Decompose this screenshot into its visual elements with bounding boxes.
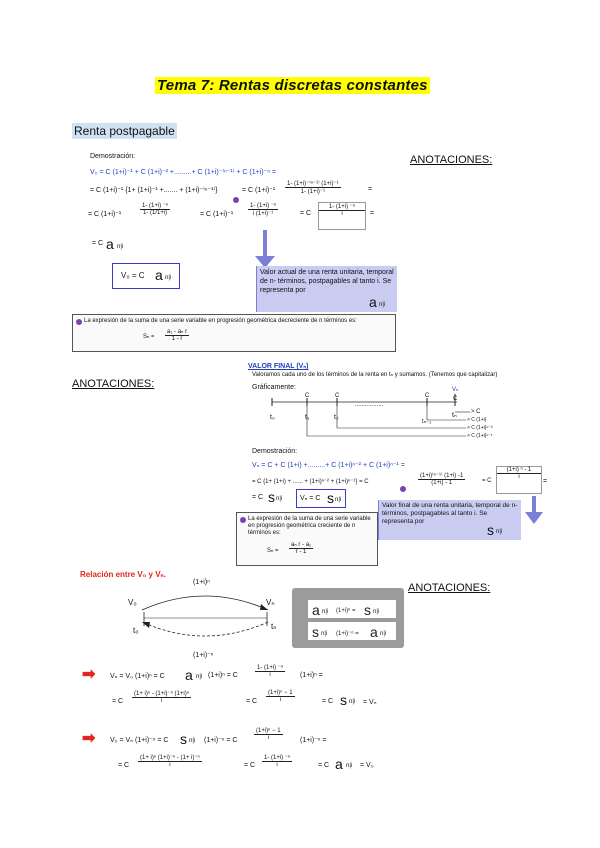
graph-label: Gráficamente: (252, 384, 296, 391)
va-line-3a: = C (1+i)⁻¹ (88, 211, 122, 218)
c-label-1: C (305, 393, 310, 399)
arrow-label-3: > C (1+i)ⁿ⁻² (467, 425, 493, 431)
annotations-label-2: ANOTACIONES: (72, 378, 155, 390)
boxed-va-formula: V₀ = C a n|i (112, 263, 180, 289)
vn-label: Vₙ (266, 598, 275, 607)
a-sub-1: n|i (117, 244, 124, 250)
arrow-label-2: > C (1+i) (467, 417, 487, 423)
row1-fraction-3: $\frac{\text{(1+i)ⁿ − 1}}{i}$ (268, 690, 293, 703)
callout-valor-actual: Valor actual de una renta unitaria, temporal de n- términos, postpagables al tanto i. Se representa por a n|i (256, 266, 397, 312)
note-geometric-increasing: La expresión de la suma de una serie variable en progresión geométrica creciente de n términos es: Sₙ = $\frac{\text{aₙ r - a₁}}{r - 1}$ (236, 512, 378, 566)
s-symbol-3: s (180, 731, 187, 747)
demo-label-2: Demostración: (252, 448, 298, 455)
t-label-0: t₀ (270, 414, 275, 421)
vf-fraction-1: $\frac{\text{(1+i)⁽ⁿ⁻¹⁾ (1+i) -1}}{(1+i) - 1}$ (420, 473, 464, 486)
va-line-3c: = C (300, 210, 312, 217)
s-symbol-1: s (268, 489, 275, 505)
row2-b: = C (118, 762, 130, 769)
row1-a-tail: (1+i)ⁿ = C (208, 672, 238, 679)
s-sub-1: n|i (276, 496, 283, 502)
row2-b-end: = C (318, 762, 330, 769)
va-fraction-3: $\frac{\text{1- (1+i) ⁻ⁿ}}{\text{i (1+i)⁻¹}}$ (250, 203, 277, 217)
a-symbol-1: a (106, 236, 114, 252)
s-sub-2: n|i (349, 699, 356, 705)
row1-fraction-2: $\frac{\text{(1+ i)ⁿ - (1+i)⁻ⁿ (1+i)ⁿ}}{i}$ (134, 691, 189, 704)
note-marker-1 (233, 197, 239, 203)
c-label-3: C (425, 393, 430, 399)
row1-b-eq: = C (246, 698, 258, 705)
relation-heading: Relación entre V₀ y Vₙ. (80, 570, 166, 579)
callout-arrow-2 (522, 496, 546, 526)
va-fraction-4: $\frac{\text{1- (1+i) ⁻ⁿ}}{i}$ (318, 202, 366, 230)
t-label-n: tₙ (452, 412, 457, 419)
boxed-vf-formula: Vₙ = C s n|i (296, 489, 346, 508)
row2-fraction-2: $\frac{\text{(1+ i)ⁿ (1+i)⁻ⁿ - (1+ i)⁻ⁿ}}{i}$ (140, 755, 200, 768)
row2-a-end: (1+i)⁻ⁿ = (300, 737, 327, 744)
va-fraction-1: $\frac{\text{1- (1+i)⁻⁽ⁿ⁻¹⁾ (1+i)⁻¹}}{\text{1- (1+i)⁻¹}}$ (287, 181, 339, 195)
c-label-dots: ................. (355, 402, 384, 408)
vf-fraction-2: $\frac{\text{(1+i) ⁿ - 1}}{i}$ (496, 466, 542, 494)
va-line-4: = C (92, 240, 104, 247)
va-line-3b: = C (1+i)⁻¹ (200, 211, 234, 218)
vf-line-3: = C (252, 494, 264, 501)
row1-b: = C (112, 698, 124, 705)
tn-label: tₙ (271, 622, 277, 631)
red-arrow-2: ➡ (82, 730, 96, 747)
vn-marker: Vₙ (452, 387, 459, 393)
t-label-n1: tₙ₋₁ (422, 419, 432, 425)
row2-a-tail: (1+i)⁻ⁿ = C (204, 737, 238, 744)
arrow-label-4: > C (1+i)ⁿ⁻¹ (467, 433, 493, 439)
timeline-graph (252, 384, 552, 452)
row2-a: V₀ = Vₙ (1+i)⁻ⁿ = C (110, 737, 169, 744)
row2-b-final: = V₀ (360, 762, 374, 769)
arrow-label-1: > C (471, 409, 481, 415)
relation-diagram (130, 588, 280, 648)
bottom-arrow-label: (1+i)⁻ⁿ (193, 652, 214, 659)
va-line-2a: = C (1+i)⁻¹ {1+ (1+i)⁻¹ +....... + (1+i)⁻⁽ⁿ⁻¹⁾} (90, 187, 218, 194)
annotations-label-1: ANOTACIONES: (410, 154, 493, 166)
va-line-2b: = C (1+i)⁻¹ (242, 187, 276, 194)
top-arrow-label: (1+i)ⁿ (193, 579, 210, 586)
c-label-4: C (453, 396, 458, 402)
red-arrow-1: ➡ (82, 666, 96, 683)
valor-final-intro: Valoramos cada uno de los términos de la renta en tₙ y sumamos. (Tenemos que capitalizar) (252, 372, 498, 378)
vf-line-2: = C {1+ (1+i) + ...... + (1+i)ⁿ⁻² + (1+i)ⁿ⁻¹} = C (252, 479, 369, 485)
t0-label: t₀ (133, 626, 139, 635)
row1-b-final: = Vₙ (363, 699, 377, 706)
annotations-label-3: ANOTACIONES: (408, 582, 491, 594)
v0-label: V₀ (128, 598, 137, 607)
row1-b-end: = C (322, 698, 334, 705)
note-marker-2 (400, 486, 406, 492)
t-label-2: t₂ (334, 414, 339, 421)
a-sub-3: n|i (346, 763, 353, 769)
vf-line-2-eq: = C (482, 478, 492, 484)
row2-b-eq: = C (244, 762, 256, 769)
a-sub-2: n|i (196, 674, 203, 680)
a-symbol-2: a (185, 667, 193, 683)
c-label-2: C (335, 393, 340, 399)
s-sub-3: n|i (189, 738, 196, 744)
row1-fraction-1: $\frac{\text{1- (1+i) ⁻ⁿ}}{i}$ (257, 665, 284, 678)
demo-label-1: Demostración: (90, 153, 136, 160)
s-symbol-2: s (340, 692, 347, 708)
row1-a: Vₙ = V₀ (1+i)ⁿ = C (110, 673, 165, 680)
note-geometric-decreasing: La expresión de la suma de una serie variable en progresión geométrica decreciente de n términos es: Sₙ = $\frac{\text{a₁ - aₙ r}}{1 - r}$ (72, 314, 396, 352)
page-title: Tema 7: Rentas discretas constantes (157, 77, 428, 94)
a-symbol-3: a (335, 756, 343, 772)
t-label-1: t₁ (305, 414, 310, 421)
va-fraction-2: $\frac{\text{1- (1+i) ⁻ⁿ}}{1- (1/1+i)}$ (142, 203, 169, 216)
callout-valor-final: Valor final de una renta unitaria, temporal de n- términos, postpagables al tanto i. Se representa por s n|i (378, 500, 521, 540)
row2-fraction-3: $\frac{\text{1- (1+i) ⁻ⁿ}}{i}$ (264, 755, 291, 768)
row1-a-end: (1+i)ⁿ = (300, 672, 323, 679)
vf-line-1: Vₙ = C + C (1+i) +.........+ C (1+i)ⁿ⁻² + C (1+i)ⁿ⁻¹ = (252, 462, 405, 469)
relation-summary-box: a n|i (1+i)ⁿ = s n|i s n|i (1+i)⁻ⁿ = a n|i (292, 588, 404, 648)
valor-final-heading: VALOR FINAL (Vₙ) (248, 363, 309, 370)
va-line-1: V₀ = C (1+i)⁻¹ + C (1+i)⁻² +.........+ C (1+i)⁻⁽ⁿ⁻¹⁾ + C (1+i)⁻ⁿ = (90, 169, 276, 176)
row2-fraction-1: $\frac{\text{(1+i)ⁿ − 1}}{i}$ (256, 728, 281, 741)
section-subtitle: Renta postpagable (74, 124, 175, 138)
callout-arrow-1 (250, 228, 280, 268)
